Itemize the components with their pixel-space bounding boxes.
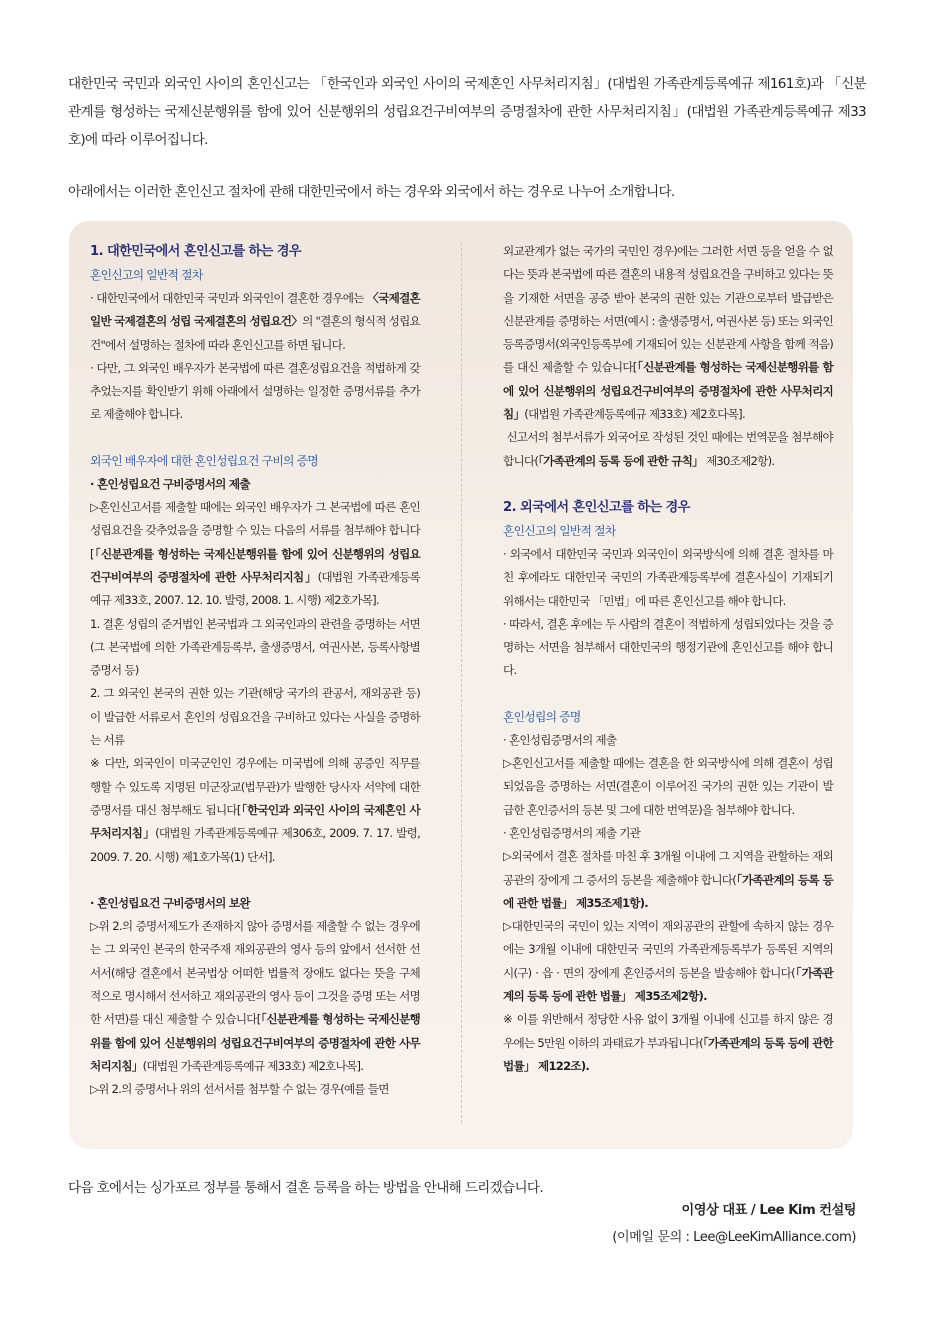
item-heading: · 혼인성립요건 구비증명서의 제출 bbox=[90, 476, 250, 491]
intro-summary: 아래에서는 이러한 혼인신고 절차에 관해 대한민국에서 하는 경우와 외국에서 하는 경우로 나누어 소개합니다. bbox=[68, 184, 675, 200]
subtitle-marriage-proof: 혼인성립의 증명 bbox=[503, 709, 581, 724]
paragraph: 외교관계가 없는 국가의 국민인 경우)에는 그러한 서면 등을 얻을 수 없다는 뜻과 본국법에 따른 결혼의 내용적 성립요건을 구비하고 있다는 뜻을 기재한 서면을 공증 받아 본국의 권한 있는 기관으로부터 발급받은 신분관계를 증명하는 서면(예시 : 출생증명서, 여권사본 등) 또는 외국인등록증명서(외국인등록부에 기재되어 있는 신분관계 사항을 함께 적음)를 대신 제출할 수 있습니다[「신분관계를 형성하는 국제신분행위를 함에 있어 신분행위의 성립요건구비여부의 증명절차에 관한 사무처리지침」(대법원 가족관계등록예규 제33호) 제2호다목]. bbox=[503, 244, 834, 422]
paragraph: ▷위 2.의 증명서제도가 존재하지 않아 증명서를 제출할 수 없는 경우에는 그 외국인 본국의 한국주재 재외공관의 영사 등의 앞에서 선서한 선서서(해당 결혼에서 본국법상 어떠한 법률적 장애도 없다는 뜻을 구체적으로 명시해서 선서하고 재외공관의 영사 등이 그것을 증명 또는 서명한 서면)를 대신 제출할 수 있습니다[「신분관계를 형성하는 국제신분행위를 함에 있어 신분행위의 성립요건구비여부의 증명절차에 관한 사무처리지침」(대법원 가족관계등록예규 제33호) 제2호나목]. bbox=[90, 919, 420, 1073]
paragraph: ▷대한민국의 국민이 있는 지역이 재외공관의 관할에 속하지 않는 경우에는 3개월 이내에 대한민국 국민의 가족관계등록부가 등록된 지역의 시(구) · 읍 · 면의 장에게 혼인증서의 등본을 발송해야 합니다(「가족관계의 등록 등에 관한 법률」 제35조제2항). bbox=[503, 919, 833, 1004]
paragraph: ▷위 2.의 증명서나 위의 선서서를 첨부할 수 없는 경우(예를 들면 bbox=[90, 1082, 389, 1097]
subtitle-general-procedure: 혼인신고의 일반적 절차 bbox=[90, 268, 203, 282]
section-title-abroad: 2. 외국에서 혼인신고를 하는 경우 bbox=[503, 499, 690, 515]
paragraph: · 따라서, 결혼 후에는 두 사람의 결혼이 적법하게 성립되었다는 것을 증명하는 서면을 첨부해서 대한민국의 행정기관에 혼인신고를 해야 합니다. bbox=[503, 616, 833, 678]
next-issue-note: 다음 호에서는 싱가포르 정부를 통해서 결혼 등록을 하는 방법을 안내해 드리겠습니다. bbox=[68, 1180, 543, 1196]
paragraph: ▷외국에서 결혼 절차를 마친 후 3개월 이내에 그 지역을 관할하는 재외공관의 장에게 그 증서의 등본을 제출해야 합니다(「가족관계의 등록 등에 관한 법률」 제35조제1항). bbox=[503, 849, 833, 910]
section-title-korea: 1. 대한민국에서 혼인신고를 하는 경우 bbox=[90, 244, 302, 259]
paragraph: 1. 결혼 성립의 준거법인 본국법과 그 외국인과의 관련을 증명하는 서면(그 본국법에 의한 가족관계등록부, 출생증명서, 여권사본, 등록사항별 증명서 등) bbox=[90, 616, 420, 678]
intro-paragraph: 대한민국 국민과 외국인 사이의 혼인신고는 「한국인과 외국인 사이의 국제혼인 사무처리지침」(대법원 가족관계등록예규 제161호)과 「신분관계를 형성하는 국제신분행위를 함에 있어 신분행위의 성립요건구비여부의 증명절차에 관한 사무처리지침」(대법원 가족관계등록예규 제33호)에 따라 이루어집니다. bbox=[68, 76, 866, 148]
paragraph: ▷혼인신고서를 제출할 때에는 결혼을 한 외국방식에 의해 결혼이 성립되었음을 증명하는 서면(결혼이 이루어진 국가의 권한 있는 기관이 발급한 혼인증서의 등본 및 그에 대한 번역문)을 첨부해야 합니다. bbox=[503, 756, 833, 817]
contact-email: (이메일 문의 : Lee@LeeKimAlliance.com) bbox=[612, 1230, 856, 1245]
paragraph: · 외국에서 대한민국 국민과 외국인이 외국방식에 의해 결혼 절차를 마친 후에라도 대한민국 국민의 가족관계등록부에 결혼사실이 기재되기 위해서는 대한민국 「민법」에 따른 혼인신고를 해야 합니다. bbox=[503, 546, 833, 608]
paragraph: · 다만, 그 외국인 배우자가 본국법에 따른 결혼성립요건을 적법하게 갖추었는지를 확인받기 위해 아래에서 설명하는 일정한 증명서류를 추가로 제출해야 합니다. bbox=[90, 360, 420, 422]
right-column bbox=[503, 240, 833, 1078]
subtitle-general-procedure-abroad: 혼인신고의 일반적 절차 bbox=[503, 523, 616, 538]
item-heading: · 혼인성립요건 구비증명서의 보완 bbox=[90, 895, 250, 910]
column-divider bbox=[461, 243, 462, 1123]
paragraph: ※ 다만, 외국인이 미국군인인 경우에는 미국법에 의해 공증인 직무를 행할 수 있도록 지명된 미군장교(법무관)가 발행한 당사자 서약에 대한 증명서를 대신 첨부해도 됩니다[「한국인과 외국인 사이의 국제혼인 사무처리지침」(대법원 가족관계등록예규 제306호, 2009. 7. 17. 발령, 2009. 7. 20. 시행) 제1호가목(1) 단서]. bbox=[90, 756, 421, 864]
paragraph: ※ 이를 위반해서 정당한 사유 없이 3개월 이내에 신고를 하지 않은 경우에는 5만원 이하의 과태료가 부과됩니다(「가족관계의 등록 등에 관한 법률」 제122조). bbox=[503, 1012, 833, 1073]
paragraph: 신고서의 첨부서류가 외국어로 작성된 것인 때에는 번역문을 첨부해야 합니다(「가족관계의 등록 등에 관한 규칙」 제30조제2항). bbox=[503, 430, 833, 468]
left-column bbox=[90, 240, 420, 1102]
paragraph: · 대한민국에서 대한민국 국민과 외국인이 결혼한 경우에는 〈국제결혼 일반 국제결혼의 성립 국제결혼의 성립요건〉의 "결혼의 형식적 성립요건"에서 설명하는 절차에 따라 혼인신고를 하면 됩니다. bbox=[90, 291, 420, 352]
author-signature: 이영상 대표 / Lee Kim 컨설팅 bbox=[681, 1203, 856, 1218]
item-heading: · 혼인성립증명서의 제출 bbox=[503, 732, 617, 747]
paragraph: 2. 그 외국인 본국의 권한 있는 기관(해당 국가의 관공서, 재외공관 등)이 발급한 서류로서 혼인의 성립요건을 구비하고 있다는 사실을 증명하는 서류 bbox=[90, 686, 420, 748]
paragraph: ▷혼인신고서를 제출할 때에는 외국인 배우자가 그 본국법에 따른 혼인성립요건을 갖추었음을 증명할 수 있는 다음의 서류를 첨부해야 합니다[「신분관계를 형성하는 국제신분행위를 함에 있어 신분행위의 성립요건구비여부의 증명절차에 관한 사무처리지침」(대법원 가족관계등록예규 제33호, 2007. 12. 10. 발령, 2008. 1. 시행) 제2호가목]. bbox=[90, 500, 420, 608]
item-heading: · 혼인성립증명서의 제출 기관 bbox=[503, 825, 641, 840]
subtitle-requirement-proof: 외국인 배우자에 대한 혼인성립요건 구비의 증명 bbox=[90, 453, 318, 468]
